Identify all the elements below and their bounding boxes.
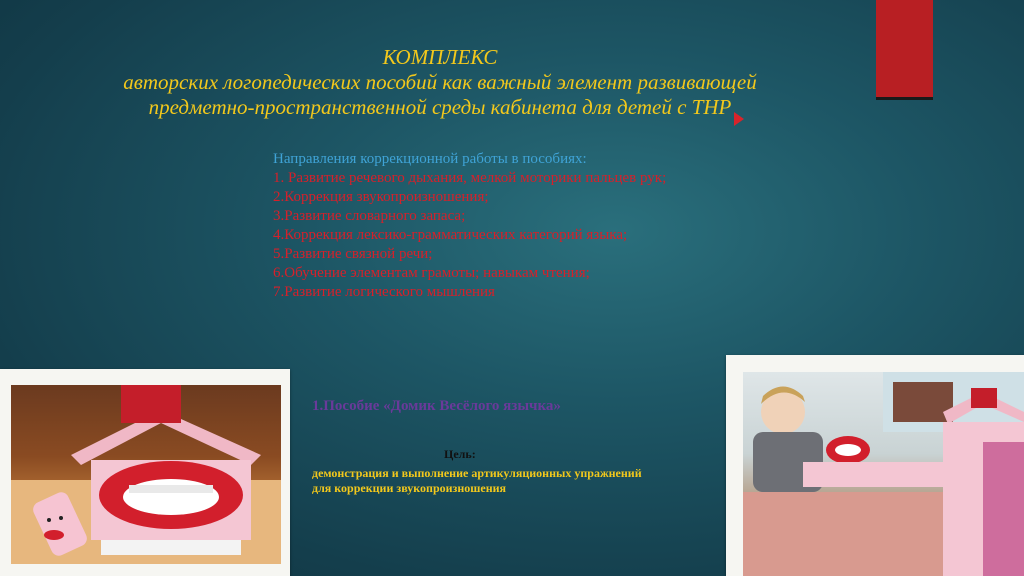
photo-toy-house [0, 369, 290, 576]
directions-header: Направления коррекционной работы в пособиях: [273, 151, 587, 167]
list-item: 5.Развитие связной речи; [273, 246, 433, 262]
manual-title: 1.Пособие «Домик Весёлого язычка» [312, 398, 561, 414]
goal-text: демонстрация и выполнение артикуляционных упражнений для коррекции звукопроизношения [312, 466, 642, 495]
toy-house-illustration [11, 385, 281, 564]
list-item: 1. Развитие речевого дыхания, мелкой моторики пальцев рук; [273, 170, 667, 186]
list-item: 6.Обучение элементам грамоты; навыкам чтения; [273, 265, 590, 281]
goal-label: Цель: [444, 447, 476, 461]
title-line-2: авторских логопедических пособий как важный элемент развивающей [123, 70, 757, 94]
decorative-red-bar [876, 0, 933, 100]
list-item: 7.Развитие логического мышления [273, 284, 495, 300]
directions-list [273, 150, 688, 302]
photo-child-with-toy [726, 355, 1024, 576]
list-item: 4.Коррекция лексико-грамматических категорий языка; [273, 227, 628, 243]
child-scene-illustration [743, 372, 1024, 576]
list-item: 3.Развитие словарного запаса; [273, 208, 466, 224]
title-line-3: предметно-пространственной среды кабинета для детей с ТНР [148, 95, 732, 119]
title-line-1: КОМПЛЕКС [382, 45, 498, 69]
slide-title [40, 45, 840, 120]
arrow-right-icon [734, 112, 744, 126]
list-item: 2.Коррекция звукопроизношения; [273, 189, 489, 205]
